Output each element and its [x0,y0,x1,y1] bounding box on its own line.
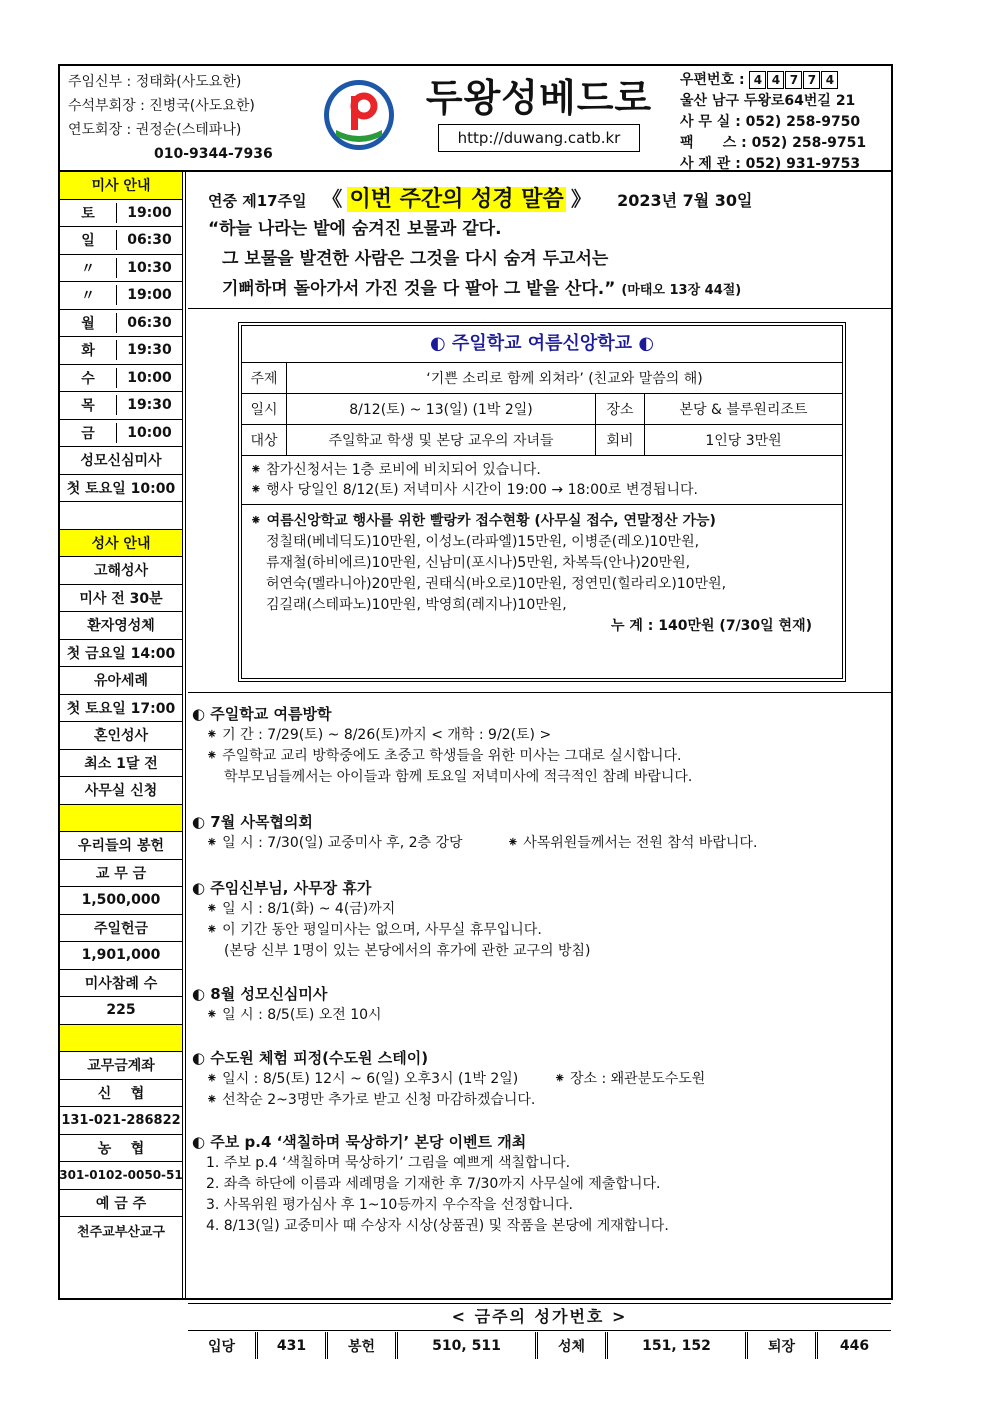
verse-ref: (마태오 13장 44절) [621,283,742,298]
donor-line: 허연숙(멜라니아)20만원, 권태식(바오로)10만원, 정연민(힐라리오)10만원, [266,576,727,592]
yellow-divider [60,805,182,833]
donor-line: 김길래(스테파노)10만원, 박영희(레지나)10만원, [266,597,567,613]
sidebar [60,172,182,1245]
notice-title: ◐ 7월 사목협의회 [192,813,313,831]
confession: 고해성사 [60,557,182,585]
note: ⁕ 참가신청서는 1층 로비에 비치되어 있습니다. [250,462,541,478]
notice-title: ◐ 8월 성모신심미사 [192,985,328,1003]
notice-line: ⁕ 기 간 : 7/29(토) ~ 8/26(토)까지 < 개학 : 9/2(토) > [206,727,552,743]
confession-time: 미사 전 30분 [60,585,182,613]
hymn-entrance-label: 입당 [188,1332,258,1359]
zip-code [680,70,866,91]
district-head: 연도회장 : 권정순(스테파나) [68,122,242,138]
column-divider [182,170,186,1300]
heart-mass-time: 첫 토요일 10:00 [60,475,182,503]
staff-info [68,70,273,166]
sacrament-title: 성사 안내 [60,530,182,558]
depositor: 예 금 주 [60,1190,182,1218]
camp-title: ◐ 주일학교 여름신앙학교 ◐ [242,326,842,363]
hymn-row [188,1332,891,1359]
parish-logo-icon [322,78,396,152]
verse-line: 기뻐하며 돌아가서 가진 것을 다 팔아 그 밭을 산다.” [222,279,616,299]
verse-line: 그 보물을 발견한 사람은 그것을 다시 숨겨 두고서는 [222,249,609,269]
notice-line: 학부모님들께서는 아이들과 함께 토요일 저녁미사에 적극적인 참례 바랍니다. [224,769,693,785]
contact-phone: 010-9344-7936 [154,146,273,162]
note: ⁕ 행사 당일인 8/12(토) 저녁미사 시간이 19:00 → 18:00로 변경됩니다. [250,482,698,498]
blank-cell [60,502,182,530]
pastor: 주임신부 : 정태화(사도요한) [68,74,242,90]
notice-title: ◐ 주일학교 여름방학 [192,705,332,723]
notice-line: ⁕ 일 시 : 8/1(화) ~ 4(금)까지 [206,901,396,917]
hymn-recessional-label: 퇴장 [748,1332,818,1359]
attendance: 미사참례 수 [60,970,182,998]
notice-title: ◐ 수도원 체험 피정(수도원 스테이) [192,1049,429,1067]
hymn-communion-label: 성체 [538,1332,608,1359]
mass-row: 목 19:30 [60,392,182,420]
zip-digit: 4 [749,71,766,89]
bracket-left: 《 [322,187,343,211]
parish-fund-amount: 1,500,000 [60,887,182,915]
place-label: 장소 [596,394,645,425]
bracket-right: 》 [570,187,591,211]
offering-title: 우리들의 봉헌 [60,832,182,860]
mass-title: 미사 안내 [60,172,182,200]
parish-title: 두왕성베드로 [425,76,653,120]
divider [188,692,891,693]
wedding-apply: 사무실 신청 [60,777,182,805]
bank1-account: 131-021-286822 [60,1107,182,1135]
notice-line: ⁕ 선착순 2~3명만 추가로 받고 신청 마감하겠습니다. [206,1092,536,1108]
week-heading [208,182,753,213]
wedding: 혼인성사 [60,722,182,750]
hymn-entrance: 431 [258,1332,328,1359]
donor-title: ⁕ 여름신앙학교 행사를 위한 빨랑카 접수현황 (사무실 접수, 연말정산 가능) [250,513,716,529]
notice-line: ⁕ 일 시 : 8/5(토) 오전 10시 [206,1007,382,1023]
notice-line: 2. 좌측 하단에 이름과 세례명을 기재한 후 7/30까지 사무실에 제출합니다. [206,1176,661,1192]
fee-value: 1인당 3만원 [645,425,843,456]
notice-pastoral-council [192,812,757,854]
parish-fund: 교 무 금 [60,860,182,888]
notice-title: ◐ 주보 p.4 ‘색칠하며 묵상하기’ 본당 이벤트 개최 [192,1133,527,1151]
bank2: 농 협 [60,1135,182,1163]
header [60,66,891,172]
mass-row: 〃 10:30 [60,255,182,283]
office-phone: 사 무 실 : 052) 258-9750 [680,114,861,130]
hymn-communion: 151, 152 [608,1332,748,1359]
vice-president: 수석부회장 : 진병국(사도요한) [68,98,255,114]
date-label: 일시 [242,394,287,425]
theme-value: ‘기쁜 소리로 함께 외쳐라’ (친교와 말씀의 해) [287,363,843,394]
donor-total: 누 계 : 140만원 (7/30일 현재) [611,618,812,634]
wedding-time: 최소 1달 전 [60,750,182,778]
notice-line: ⁕ 일 시 : 7/30(일) 교중미사 후, 2층 강당 ⁕ 사목위원들께서는 전원 참석 바랍니다. [206,835,758,851]
bulletin-date: 2023년 7월 30일 [617,191,753,210]
verse-line: “하늘 나라는 밭에 숨겨진 보물과 같다. [208,219,502,239]
zip-digit: 7 [785,71,802,89]
yellow-divider [60,1025,182,1053]
divider [188,308,891,309]
notice-line: ⁕ 이 기간 동안 평일미사는 없으며, 사무실 휴무입니다. [206,922,542,938]
bulletin-frame [58,64,893,1355]
liturgical-week: 연중 제17주일 [208,192,307,210]
notice-line: 1. 주보 p.4 ‘색칠하며 묵상하기’ 그림을 예쁘게 색칠합니다. [206,1155,571,1171]
hymn-offertory-label: 봉헌 [328,1332,398,1359]
donor-line: 류재철(하비에르)10만원, 신남미(포시나)5만원, 차복득(안나)20만원, [266,555,691,571]
notice-summer-break [192,704,692,788]
zip-label: 우편번호 : [680,72,745,88]
summer-camp-box [238,322,846,682]
target-label: 대상 [242,425,287,456]
title-block [415,72,663,162]
rectory-phone: 사 제 관 : 052) 931-9753 [680,156,861,172]
account-title: 교무금계좌 [60,1052,182,1080]
notice-line: 3. 사목위원 평가심사 후 1~10등까지 우수작을 선정합니다. [206,1197,573,1213]
sunday-offering-amount: 1,901,000 [60,942,182,970]
hymn-title: < 금주의 성가번호 > [188,1303,891,1331]
mass-row: 〃 19:00 [60,282,182,310]
zip-digit: 7 [803,71,820,89]
headline: 이번 주간의 성경 말씀 [349,187,564,212]
mass-row: 월 06:30 [60,310,182,338]
bank1: 신 협 [60,1080,182,1108]
notice-title: ◐ 주임신부님, 사무장 휴가 [192,879,372,897]
address: 울산 남구 두왕로64번길 21 [680,93,856,109]
mass-row: 일 06:30 [60,227,182,255]
notice-line: ⁕ 일시 : 8/5(토) 12시 ~ 6(일) 오후3시 (1박 2일) ⁕ 장소 : 왜관분도수도원 [206,1071,706,1087]
donor-line: 정칠태(베네딕도)10만원, 이성노(라파엘)15만원, 이병준(레오)10만원, [266,534,700,550]
attendance-count: 225 [60,997,182,1025]
notice-line: 4. 8/13(일) 교중미사 때 수상자 시상(상품권) 및 작품을 본당에 게재합니다. [206,1218,669,1234]
heart-mass: 성모신심미사 [60,447,182,475]
hymn-recessional: 446 [839,1337,870,1354]
hymn-offertory: 510, 511 [398,1332,538,1359]
notice-heart-mass [192,984,382,1026]
baptism: 유아세례 [60,667,182,695]
camp-notes [242,456,842,505]
date-value: 8/12(토) ~ 13(일) (1박 2일) [287,394,596,425]
mass-row: 토 19:00 [60,200,182,228]
mass-row: 화 19:30 [60,337,182,365]
depositor-name: 천주교부산교구 [77,1225,165,1241]
camp-table [242,363,842,456]
fee-label: 회비 [596,425,645,456]
mass-row: 수 10:00 [60,365,182,393]
parish-url[interactable]: http://duwang.catb.kr [438,124,640,152]
scripture-verse [208,214,741,306]
address-info [680,70,866,175]
notice-coloring-event [192,1132,669,1237]
place-value: 본당 & 블루원리조트 [645,394,843,425]
donor-list [242,505,842,637]
notice-line: (본당 신부 1명이 있는 본당에서의 휴가에 관한 교구의 방침) [224,943,591,959]
fax: 팩 스 : 052) 258-9751 [680,135,867,151]
zip-digit: 4 [821,71,838,89]
mass-row: 금 10:00 [60,420,182,448]
theme-label: 주제 [242,363,287,394]
sick-communion: 환자영성체 [60,612,182,640]
bank2-account: 301-0102-0050-51 [60,1162,182,1190]
notice-monastery-retreat [192,1048,705,1111]
target-value: 주일학교 학생 및 본당 교우의 자녀들 [287,425,596,456]
baptism-time: 첫 토요일 17:00 [60,695,182,723]
notice-line: ⁕ 주일학교 교리 방학중에도 초중고 학생들을 위한 미사는 그대로 실시합니다. [206,748,682,764]
sunday-offering: 주일헌금 [60,915,182,943]
zip-digit: 4 [767,71,784,89]
sick-communion-time: 첫 금요일 14:00 [60,640,182,668]
notice-vacation [192,878,590,962]
